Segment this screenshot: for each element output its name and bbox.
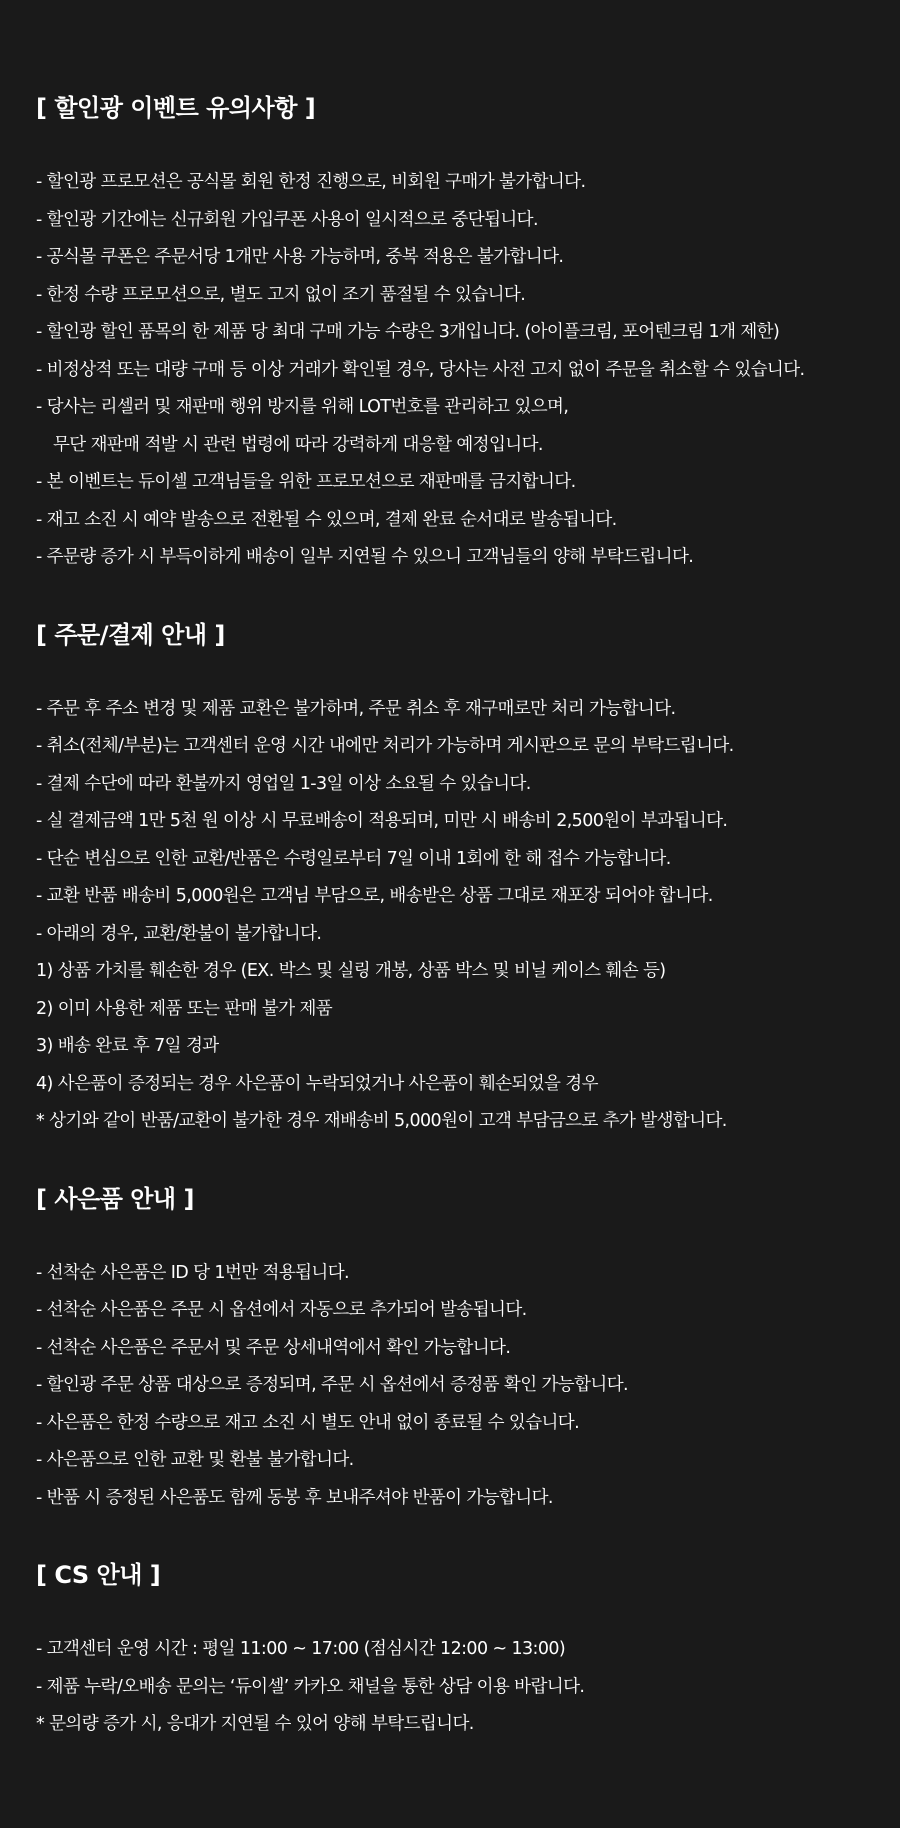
list-item: - 할인광 기간에는 신규회원 가입쿠폰 사용이 일시적으로 중단됩니다. <box>36 209 538 230</box>
list-item: - 선착순 사은품은 주문서 및 주문 상세내역에서 확인 가능합니다. <box>36 1337 511 1358</box>
list-item: - 선착순 사은품은 주문 시 옵션에서 자동으로 추가되어 발송됩니다. <box>36 1300 527 1320</box>
order-payment-section <box>36 619 864 1141</box>
list-item: 3) 배송 완료 후 7일 경과 <box>36 1036 219 1056</box>
list-item: - 제품 누락/오배송 문의는 ‘듀이셀’ 카카오 채널을 통한 상담 이용 바랍니다. <box>36 1676 585 1697</box>
order-payment-list <box>36 691 864 1141</box>
list-item: - 반품 시 증정된 사은품도 함께 동봉 후 보내주셔야 반품이 가능합니다. <box>36 1487 553 1508</box>
order-payment-title: [ 주문/결제 안내 ] <box>36 620 225 649</box>
list-item: - 할인광 프로모션은 공식몰 회원 한정 진행으로, 비회원 구매가 불가합니다. <box>36 172 586 192</box>
list-item: - 사은품은 한정 수량으로 재고 소진 시 별도 안내 없이 종료될 수 있습니다. <box>36 1412 580 1433</box>
list-item: * 상기와 같이 반품/교환이 불가한 경우 재배송비 5,000원이 고객 부담금으로 추가 발생합니다. <box>36 1111 727 1131</box>
event-notice-section <box>36 92 864 577</box>
list-item: - 아래의 경우, 교환/환불이 불가합니다. <box>36 923 322 944</box>
gift-notice-section <box>36 1183 864 1518</box>
list-item: - 주문량 증가 시 부득이하게 배송이 일부 지연될 수 있으니 고객님들의 양해 부탁드립니다. <box>36 547 694 567</box>
section-spacer <box>36 577 864 619</box>
list-item: - 할인광 할인 품목의 한 제품 당 최대 구매 가능 수량은 3개입니다. (아이플크림, 포어텐크림 1개 제한) <box>36 322 780 342</box>
cs-notice-title: [ CS 안내 ] <box>36 1561 161 1589</box>
list-item: - 단순 변심으로 인한 교환/반품은 수령일로부터 7일 이내 1회에 한 해 접수 가능합니다. <box>36 848 671 869</box>
list-item: - 한정 수량 프로모션으로, 별도 고지 없이 조기 품절될 수 있습니다. <box>36 284 526 305</box>
list-item: - 공식몰 쿠폰은 주문서당 1개만 사용 가능하며, 중복 적용은 불가합니다. <box>36 247 564 267</box>
list-item: - 교환 반품 배송비 5,000원은 고객님 부담으로, 배송받은 상품 그대로 재포장 되어야 합니다. <box>36 886 713 906</box>
list-item: - 결제 수단에 따라 환불까지 영업일 1-3일 이상 소요될 수 있습니다. <box>36 773 531 794</box>
list-item: 4) 사은품이 증정되는 경우 사은품이 누락되었거나 사은품이 훼손되었을 경우 <box>36 1073 598 1094</box>
list-item: - 재고 소진 시 예약 발송으로 전환될 수 있으며, 결제 완료 순서대로 발송됩니다. <box>36 509 617 530</box>
list-item: * 문의량 증가 시, 응대가 지연될 수 있어 양해 부탁드립니다. <box>36 1714 474 1734</box>
gift-notice-title: [ 사은품 안내 ] <box>36 1184 194 1213</box>
list-item: - 본 이벤트는 듀이셀 고객님들을 위한 프로모션으로 재판매를 금지합니다. <box>36 472 576 492</box>
event-notice-title: [ 할인광 이벤트 유의사항 ] <box>36 94 316 122</box>
section-spacer <box>36 1517 864 1559</box>
cs-notice-list <box>36 1631 864 1744</box>
list-item: - 사은품으로 인한 교환 및 환불 불가합니다. <box>36 1450 354 1470</box>
cs-notice-section <box>36 1559 864 1744</box>
event-notice-list <box>36 164 864 577</box>
list-item: 2) 이미 사용한 제품 또는 판매 불가 제품 <box>36 998 333 1019</box>
list-item-continuation: 무단 재판매 적발 시 관련 법령에 따라 강력하게 대응할 예정입니다. <box>53 434 543 455</box>
list-item: - 주문 후 주소 변경 및 제품 교환은 불가하며, 주문 취소 후 재구매로만 처리 가능합니다. <box>36 698 676 719</box>
list-item: - 당사는 리셀러 및 재판매 행위 방지를 위해 LOT번호를 관리하고 있으며, <box>36 397 569 417</box>
gift-notice-list <box>36 1255 864 1518</box>
list-item: - 고객센터 운영 시간 : 평일 11:00 ~ 17:00 (점심시간 12:00 ~ 13:00) <box>36 1639 566 1659</box>
list-item: - 비정상적 또는 대량 구매 등 이상 거래가 확인될 경우, 당사는 사전 고지 없이 주문을 취소할 수 있습니다. <box>36 359 805 380</box>
list-item: - 선착순 사은품은 ID 당 1번만 적용됩니다. <box>36 1262 349 1283</box>
list-item: - 할인광 주문 상품 대상으로 증정되며, 주문 시 옵션에서 증정품 확인 가능합니다. <box>36 1375 628 1395</box>
section-spacer <box>36 1141 864 1183</box>
list-item: - 취소(전체/부분)는 고객센터 운영 시간 내에만 처리가 가능하며 게시판으로 문의 부탁드립니다. <box>36 736 734 756</box>
list-item: - 실 결제금액 1만 5천 원 이상 시 무료배송이 적용되며, 미만 시 배송비 2,500원이 부과됩니다. <box>36 811 728 831</box>
list-item: 1) 상품 가치를 훼손한 경우 (EX. 박스 및 실링 개봉, 상품 박스 및 비닐 케이스 훼손 등) <box>36 961 666 981</box>
